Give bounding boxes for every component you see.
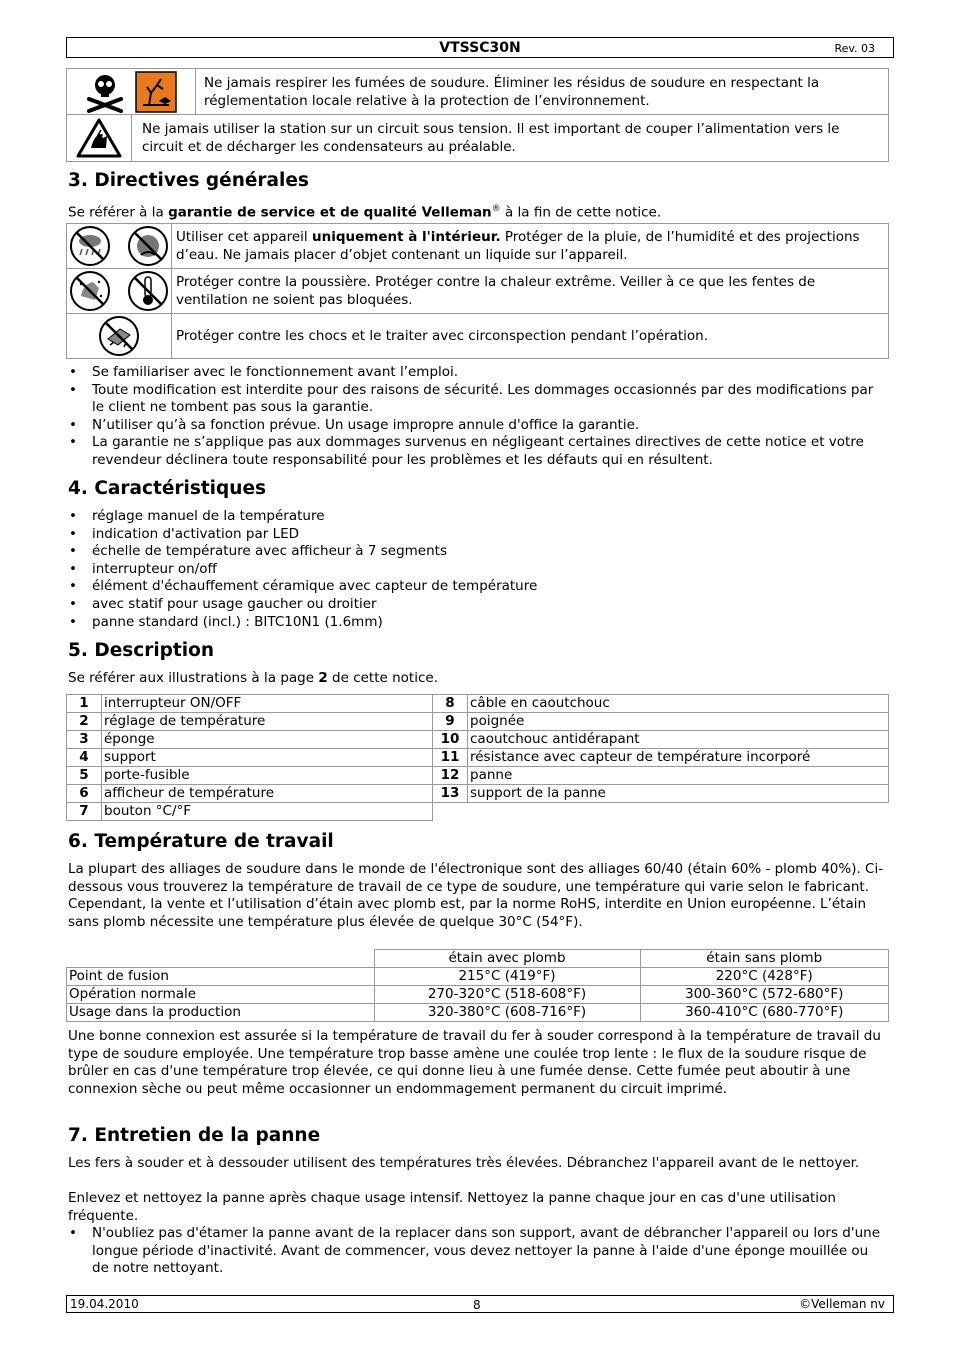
no-dust-icon — [69, 270, 111, 312]
table-row — [67, 986, 889, 1004]
hand-warning-icon — [76, 118, 122, 158]
table-cell: 300-360°C (572-680°F) — [640, 986, 889, 1004]
directive-text: Protéger contre les chocs et le traiter avec circonspection pendant l’opération. — [172, 314, 889, 359]
paragraph: Enlevez et nettoyez la panne après chaque usage intensif. Nettoyez la panne chaque jour en cas d'une utilisation fréquente. — [68, 1190, 836, 1224]
section-intro — [68, 201, 661, 222]
table-row — [67, 713, 433, 731]
list-item: • interrupteur on/off — [68, 561, 888, 579]
no-rain-icon — [69, 225, 111, 267]
table-row — [67, 767, 433, 785]
table-row — [67, 803, 433, 821]
intro-text: Se référer à la — [68, 204, 169, 221]
intro-bold-text: garantie de service et de qualité Velleman — [168, 204, 492, 221]
table-row — [433, 767, 889, 785]
list-item: • N’utiliser qu’à sa fonction prévue. Un usage impropre annule d'office la garantie. — [68, 417, 888, 435]
item-number: 1 — [67, 695, 102, 713]
revision-label: Rev. 03 — [834, 42, 875, 55]
item-number: 6 — [67, 785, 102, 803]
table-header-cell: étain sans plomb — [640, 950, 889, 968]
warnings-table — [66, 68, 889, 115]
table-header-cell: étain avec plomb — [374, 950, 640, 968]
item-number: 2 — [67, 713, 102, 731]
warning-icons-cell — [67, 69, 196, 115]
paragraph: Une bonne connexion est assurée si la température de travail du fer à souder correspond à la température de travail du type de soudure employée. Une température trop basse amène une coulée trop lente : le flux de la soudure risque de brûler en cas d'une température trop élevée, ce qui donne lieu à une fumée dense. Cette fumée peut aboutir à une connexion sèche ou peut même occasionner un endommagement permanent du circuit imprimé. — [68, 1028, 881, 1097]
list-item: • Se familiariser avec le fonctionnement avant l’emploi. — [68, 364, 888, 382]
warnings-table-2 — [66, 114, 889, 162]
table-row — [67, 695, 433, 713]
table-row — [433, 713, 889, 731]
directive-row — [67, 269, 889, 314]
list-item: • échelle de température avec afficheur à 7 segments — [68, 543, 888, 561]
section-heading: 5. Description — [68, 640, 214, 661]
list-item: • N'oubliez pas d'étamer la panne avant de la replacer dans son support, avant de débrancher l'appareil ou lors d'une longue période d'inactivité. Avant de commencer, vous devez nettoyer la panne à l'aide d'une éponge mouillée ou de notre nettoyant. — [68, 1225, 888, 1278]
general-directives-table — [66, 223, 889, 359]
table-row — [433, 749, 889, 767]
directive-row — [67, 314, 889, 359]
item-label: éponge — [102, 731, 433, 749]
item-label: câble en caoutchouc — [468, 695, 889, 713]
directive-text-pre: Utiliser cet appareil — [176, 229, 312, 245]
warning-row — [67, 69, 889, 115]
item-label: support — [102, 749, 433, 767]
directive-text-post: Protéger de la pluie, de l’humidité et des projections d’eau. Ne jamais placer d’objet contenant un liquide sur l’appareil. — [176, 229, 860, 263]
table-row — [433, 731, 889, 749]
features-bullet-list — [68, 508, 888, 631]
item-number: 11 — [433, 749, 468, 767]
list-item: • élément d'échauffement céramique avec capteur de température — [68, 578, 888, 596]
intro-text: Se référer aux illustrations à la page — [68, 670, 319, 686]
list-item: • Toute modification est interdite pour des raisons de sécurité. Les dommages occasionnés par des modifications par le client ne tombent pas sous la garantie. — [68, 382, 888, 417]
list-item: • avec statif pour usage gaucher ou droitier — [68, 596, 888, 614]
directive-text — [172, 224, 889, 269]
item-number: 8 — [433, 695, 468, 713]
page-header — [66, 37, 894, 58]
item-number: 13 — [433, 785, 468, 803]
item-number: 9 — [433, 713, 468, 731]
paragraph: Les fers à souder et à dessouder utilisent des températures très élevées. Débranchez l'appareil avant de le nettoyer. — [68, 1155, 860, 1171]
table-cell: 220°C (428°F) — [640, 968, 889, 986]
item-label: porte-fusible — [102, 767, 433, 785]
section-heading: 7. Entretien de la panne — [68, 1125, 321, 1146]
item-number: 3 — [67, 731, 102, 749]
warning-text: Ne jamais respirer les fumées de soudure. Éliminer les résidus de soudure en respectant la réglementation locale relative à la protection de l’environnement. — [196, 69, 889, 115]
table-row — [433, 695, 889, 713]
table-cell: 215°C (419°F) — [374, 968, 640, 986]
item-label: panne — [468, 767, 889, 785]
item-number: 10 — [433, 731, 468, 749]
temperature-table — [66, 949, 889, 1022]
section-heading: 3. Directives générales — [68, 170, 309, 191]
maintenance-bullet-list — [68, 1225, 888, 1278]
item-label: réglage de température — [102, 713, 433, 731]
item-number: 12 — [433, 767, 468, 785]
footer-date: 19.04.2010 — [70, 1297, 139, 1311]
table-header-cell — [67, 950, 375, 968]
item-label: bouton °C/°F — [102, 803, 433, 821]
table-row — [67, 968, 889, 986]
table-row — [67, 749, 433, 767]
intro-bold-text: 2 — [318, 670, 328, 686]
table-cell: Usage dans la production — [67, 1004, 375, 1022]
table-row — [67, 1004, 889, 1022]
table-cell: 360-410°C (680-770°F) — [640, 1004, 889, 1022]
toxic-skull-icon — [85, 71, 125, 113]
warning-icons-cell — [67, 115, 132, 162]
description-table-right — [432, 694, 889, 803]
item-label: afficheur de température — [102, 785, 433, 803]
item-number: 7 — [67, 803, 102, 821]
table-cell: Point de fusion — [67, 968, 375, 986]
list-item: • réglage manuel de la température — [68, 508, 888, 526]
item-label: résistance avec capteur de température incorporé — [468, 749, 889, 767]
list-item: • La garantie ne s’applique pas aux dommages survenus en négligeant certaines directives de cette notice et votre revendeur déclinera toute responsabilité pour les problèmes et les défauts qui en résultent. — [68, 434, 888, 469]
warning-text: Ne jamais utiliser la station sur un circuit sous tension. Il est important de couper l’alimentation vers le circuit et de décharger les condensateurs au préalable. — [132, 115, 889, 162]
directive-text: Protéger contre la poussière. Protéger contre la chaleur extrême. Veiller à ce que les fentes de ventilation ne soient pas bloquées. — [172, 269, 889, 314]
document-title: VTSSC30N — [439, 40, 521, 56]
directive-icons-cell — [67, 269, 172, 314]
table-cell: 320-380°C (608-716°F) — [374, 1004, 640, 1022]
section-intro — [68, 670, 438, 688]
table-row — [67, 785, 433, 803]
item-number: 5 — [67, 767, 102, 785]
intro-text-post: de cette notice. — [327, 670, 438, 686]
directive-icons-cell — [67, 314, 172, 359]
environment-hazard-icon — [135, 71, 177, 113]
directive-icons-cell — [67, 224, 172, 269]
directive-text-bold: uniquement à l'intérieur. — [311, 229, 501, 245]
page-footer — [66, 1295, 894, 1313]
general-bullet-list — [68, 364, 888, 470]
item-label: interrupteur ON/OFF — [102, 695, 433, 713]
section-heading: 6. Température de travail — [68, 831, 334, 852]
table-header-row — [67, 950, 889, 968]
section-heading: 4. Caractéristiques — [68, 478, 266, 499]
warning-row — [67, 115, 889, 162]
intro-text-post: à la fin de cette notice. — [500, 204, 662, 221]
table-row — [67, 731, 433, 749]
no-heat-icon — [127, 270, 169, 312]
paragraph: La plupart des alliages de soudure dans le monde de l'électronique sont des alliages 60/40 (étain 60% - plomb 40%). Ci-dessous vous trouverez la température de travail de ce type de soudure, une température qui varie selon le fabricant. Cependant, la vente et l’utilisation d’étain avec plomb est, par la norme RoHS, interdite en Union européenne. L’étain sans plomb nécessite une température plus élevée de quelque 30°C (54°F). — [68, 861, 884, 930]
intro-sup: ® — [491, 204, 501, 214]
item-label: support de la panne — [468, 785, 889, 803]
item-label: caoutchouc antidérapant — [468, 731, 889, 749]
no-shock-icon — [98, 315, 140, 357]
table-cell: Opération normale — [67, 986, 375, 1004]
item-number: 4 — [67, 749, 102, 767]
no-splash-icon — [127, 225, 169, 267]
table-row — [433, 785, 889, 803]
page-number: 8 — [473, 1298, 481, 1312]
table-cell: 270-320°C (518-608°F) — [374, 986, 640, 1004]
list-item: • indication d'activation par LED — [68, 526, 888, 544]
footer-copyright: ©Velleman nv — [799, 1297, 885, 1311]
list-item: • panne standard (incl.) : BITC10N1 (1.6mm) — [68, 614, 888, 632]
item-label: poignée — [468, 713, 889, 731]
description-table-left — [66, 694, 433, 821]
directive-row — [67, 224, 889, 269]
